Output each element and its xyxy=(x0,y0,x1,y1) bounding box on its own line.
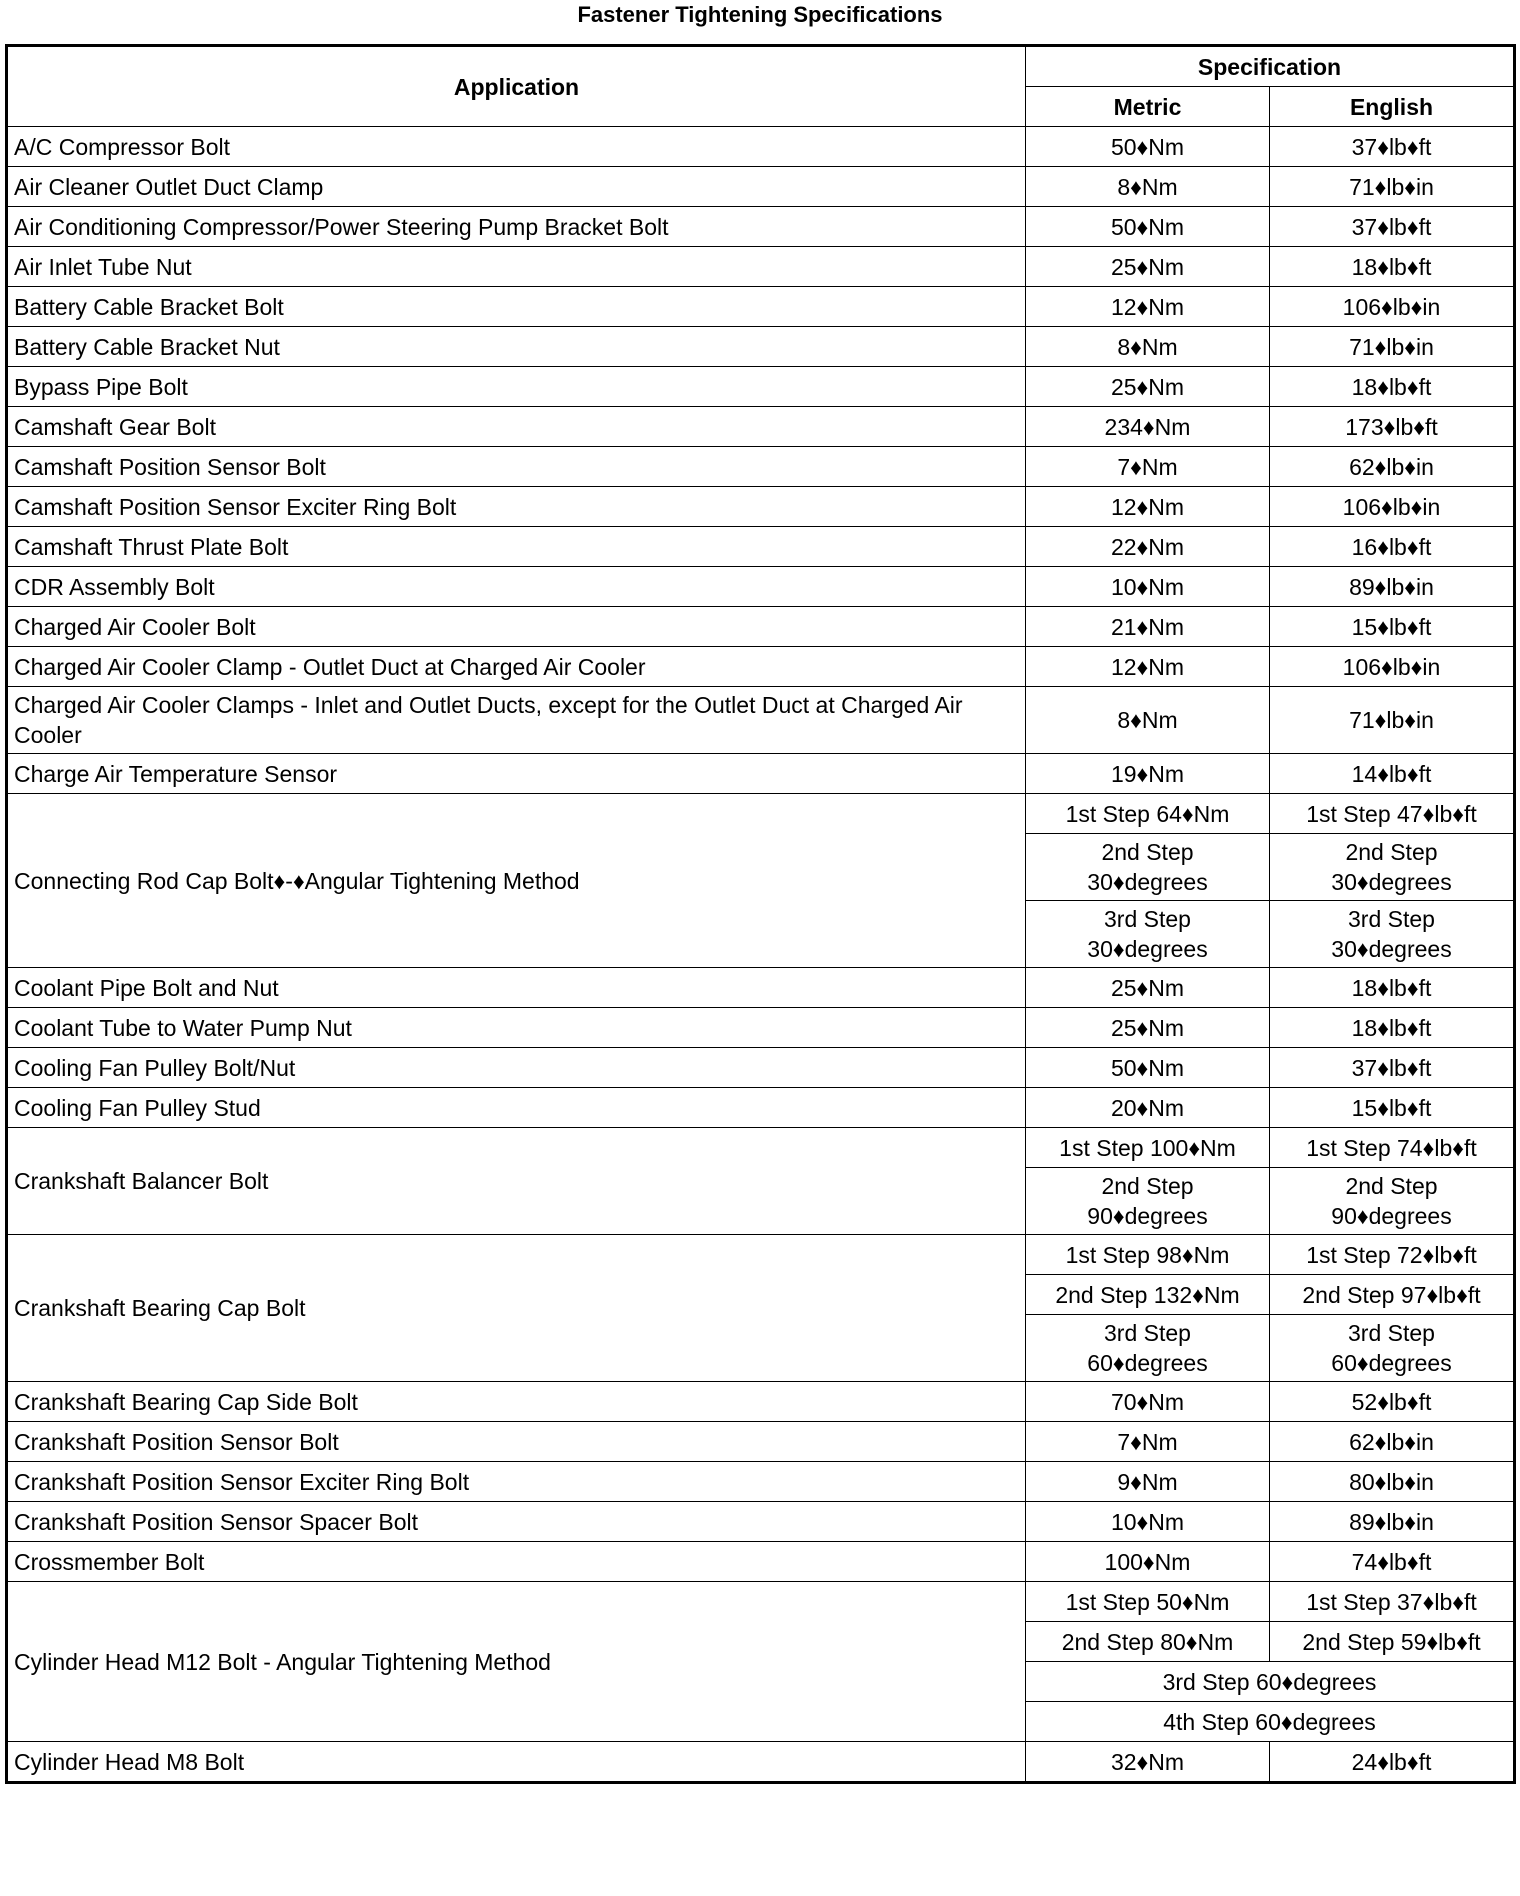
combined-spec-cell: 3rd Step 60♦degrees xyxy=(1026,1662,1515,1702)
table-row xyxy=(7,407,1515,447)
application-cell: Charged Air Cooler Clamp - Outlet Duct at Charged Air Cooler xyxy=(7,647,1026,687)
table-row xyxy=(7,687,1515,754)
english-cell xyxy=(1270,1315,1515,1382)
english-cell: 1st Step 72♦lb♦ft xyxy=(1270,1235,1515,1275)
english-cell: 18♦lb♦ft xyxy=(1270,1008,1515,1048)
english-cell: 37♦lb♦ft xyxy=(1270,207,1515,247)
step-value: 90♦degrees xyxy=(1331,1203,1452,1229)
application-cell: CDR Assembly Bolt xyxy=(7,567,1026,607)
english-cell: 173♦lb♦ft xyxy=(1270,407,1515,447)
step-label: 2nd Step xyxy=(1101,839,1194,865)
metric-cell: 25♦Nm xyxy=(1026,247,1270,287)
application-cell: Camshaft Thrust Plate Bolt xyxy=(7,527,1026,567)
table-row xyxy=(7,567,1515,607)
english-cell: 2nd Step 59♦lb♦ft xyxy=(1270,1622,1515,1662)
table-row xyxy=(7,247,1515,287)
english-cell xyxy=(1270,901,1515,968)
application-cell: Charged Air Cooler Bolt xyxy=(7,607,1026,647)
metric-cell: 1st Step 64♦Nm xyxy=(1026,794,1270,834)
english-cell: 1st Step 47♦lb♦ft xyxy=(1270,794,1515,834)
step-value: 30♦degrees xyxy=(1331,869,1452,895)
metric-cell: 25♦Nm xyxy=(1026,367,1270,407)
table-row xyxy=(7,647,1515,687)
english-cell: 18♦lb♦ft xyxy=(1270,968,1515,1008)
application-cell: Bypass Pipe Bolt xyxy=(7,367,1026,407)
metric-cell: 1st Step 98♦Nm xyxy=(1026,1235,1270,1275)
english-cell: 37♦lb♦ft xyxy=(1270,1048,1515,1088)
table-row xyxy=(7,1088,1515,1128)
metric-cell xyxy=(1026,1315,1270,1382)
table-row xyxy=(7,1008,1515,1048)
application-cell: Camshaft Position Sensor Exciter Ring Bolt xyxy=(7,487,1026,527)
metric-cell: 12♦Nm xyxy=(1026,487,1270,527)
english-cell: 52♦lb♦ft xyxy=(1270,1382,1515,1422)
application-cell: Air Conditioning Compressor/Power Steering Pump Bracket Bolt xyxy=(7,207,1026,247)
metric-cell: 25♦Nm xyxy=(1026,1008,1270,1048)
english-cell: 106♦lb♦in xyxy=(1270,647,1515,687)
step-label: 3rd Step xyxy=(1348,1320,1435,1346)
metric-cell xyxy=(1026,901,1270,968)
table-row xyxy=(7,367,1515,407)
metric-cell: 1st Step 100♦Nm xyxy=(1026,1128,1270,1168)
metric-header: Metric xyxy=(1026,87,1270,127)
english-cell: 18♦lb♦ft xyxy=(1270,247,1515,287)
metric-cell: 2nd Step 132♦Nm xyxy=(1026,1275,1270,1315)
application-cell: Coolant Tube to Water Pump Nut xyxy=(7,1008,1026,1048)
metric-cell: 50♦Nm xyxy=(1026,127,1270,167)
application-cell: Connecting Rod Cap Bolt♦-♦Angular Tightening Method xyxy=(7,794,1026,968)
table-row xyxy=(7,127,1515,167)
step-value: 90♦degrees xyxy=(1087,1203,1208,1229)
english-cell: 89♦lb♦in xyxy=(1270,1502,1515,1542)
step-value: 30♦degrees xyxy=(1087,936,1208,962)
application-cell: Crankshaft Position Sensor Spacer Bolt xyxy=(7,1502,1026,1542)
step-label: 3rd Step xyxy=(1104,906,1191,932)
step-label: 2nd Step xyxy=(1345,1173,1438,1199)
english-cell: 62♦lb♦in xyxy=(1270,1422,1515,1462)
table-row xyxy=(7,1542,1515,1582)
english-cell: 14♦lb♦ft xyxy=(1270,754,1515,794)
table-body xyxy=(7,127,1515,1783)
english-cell: 37♦lb♦ft xyxy=(1270,127,1515,167)
table-row xyxy=(7,1048,1515,1088)
english-cell: 1st Step 74♦lb♦ft xyxy=(1270,1128,1515,1168)
table-row xyxy=(7,447,1515,487)
table-row xyxy=(7,1235,1515,1275)
table-row xyxy=(7,1742,1515,1783)
step-label: 3rd Step xyxy=(1104,1320,1191,1346)
application-cell: Battery Cable Bracket Nut xyxy=(7,327,1026,367)
page-title: Fastener Tightening Specifications xyxy=(577,2,943,27)
metric-cell: 100♦Nm xyxy=(1026,1542,1270,1582)
application-cell: Charged Air Cooler Clamps - Inlet and Outlet Ducts, except for the Outlet Duct at Charged Air Cooler xyxy=(7,687,1026,754)
english-cell: 74♦lb♦ft xyxy=(1270,1542,1515,1582)
table-row xyxy=(7,1502,1515,1542)
metric-cell: 12♦Nm xyxy=(1026,647,1270,687)
application-cell: Cylinder Head M12 Bolt - Angular Tightening Method xyxy=(7,1582,1026,1742)
combined-spec-cell: 4th Step 60♦degrees xyxy=(1026,1702,1515,1742)
step-label: 2nd Step xyxy=(1345,839,1438,865)
metric-cell xyxy=(1026,834,1270,901)
english-cell xyxy=(1270,834,1515,901)
metric-cell: 10♦Nm xyxy=(1026,1502,1270,1542)
table-header xyxy=(7,46,1515,127)
table-row xyxy=(7,207,1515,247)
step-label: 3rd Step xyxy=(1348,906,1435,932)
application-cell: Air Inlet Tube Nut xyxy=(7,247,1026,287)
application-cell: Cooling Fan Pulley Stud xyxy=(7,1088,1026,1128)
metric-cell: 25♦Nm xyxy=(1026,968,1270,1008)
metric-cell: 70♦Nm xyxy=(1026,1382,1270,1422)
step-value: 30♦degrees xyxy=(1087,869,1208,895)
application-cell: Camshaft Gear Bolt xyxy=(7,407,1026,447)
english-cell: 1st Step 37♦lb♦ft xyxy=(1270,1582,1515,1622)
table-row xyxy=(7,754,1515,794)
metric-cell: 21♦Nm xyxy=(1026,607,1270,647)
metric-cell: 234♦Nm xyxy=(1026,407,1270,447)
metric-cell: 2nd Step 80♦Nm xyxy=(1026,1622,1270,1662)
application-cell: Charge Air Temperature Sensor xyxy=(7,754,1026,794)
english-cell: 106♦lb♦in xyxy=(1270,487,1515,527)
english-cell: 24♦lb♦ft xyxy=(1270,1742,1515,1783)
table-row xyxy=(7,527,1515,567)
fastener-spec-table xyxy=(5,44,1516,1784)
application-cell: A/C Compressor Bolt xyxy=(7,127,1026,167)
metric-cell: 32♦Nm xyxy=(1026,1742,1270,1783)
metric-cell: 8♦Nm xyxy=(1026,687,1270,754)
metric-cell: 12♦Nm xyxy=(1026,287,1270,327)
table-row xyxy=(7,968,1515,1008)
metric-cell: 7♦Nm xyxy=(1026,447,1270,487)
metric-cell: 50♦Nm xyxy=(1026,1048,1270,1088)
metric-cell: 9♦Nm xyxy=(1026,1462,1270,1502)
application-cell: Crankshaft Position Sensor Exciter Ring Bolt xyxy=(7,1462,1026,1502)
application-cell: Crankshaft Bearing Cap Side Bolt xyxy=(7,1382,1026,1422)
english-cell: 106♦lb♦in xyxy=(1270,287,1515,327)
step-value: 60♦degrees xyxy=(1087,1350,1208,1376)
english-cell: 89♦lb♦in xyxy=(1270,567,1515,607)
metric-cell: 8♦Nm xyxy=(1026,167,1270,207)
table-row xyxy=(7,487,1515,527)
metric-cell: 19♦Nm xyxy=(1026,754,1270,794)
english-cell: 62♦lb♦in xyxy=(1270,447,1515,487)
table-row xyxy=(7,327,1515,367)
english-cell: 71♦lb♦in xyxy=(1270,687,1515,754)
metric-cell: 7♦Nm xyxy=(1026,1422,1270,1462)
step-value: 60♦degrees xyxy=(1331,1350,1452,1376)
english-cell xyxy=(1270,1168,1515,1235)
application-cell: Camshaft Position Sensor Bolt xyxy=(7,447,1026,487)
metric-cell: 1st Step 50♦Nm xyxy=(1026,1582,1270,1622)
metric-cell: 22♦Nm xyxy=(1026,527,1270,567)
english-header: English xyxy=(1270,87,1515,127)
table-row xyxy=(7,1382,1515,1422)
table-row xyxy=(7,794,1515,834)
metric-cell xyxy=(1026,1168,1270,1235)
application-cell: Cooling Fan Pulley Bolt/Nut xyxy=(7,1048,1026,1088)
english-cell: 71♦lb♦in xyxy=(1270,167,1515,207)
application-header: Application xyxy=(7,46,1026,127)
metric-cell: 10♦Nm xyxy=(1026,567,1270,607)
application-cell: Crankshaft Bearing Cap Bolt xyxy=(7,1235,1026,1382)
application-cell: Coolant Pipe Bolt and Nut xyxy=(7,968,1026,1008)
table-row xyxy=(7,1582,1515,1622)
table-row xyxy=(7,607,1515,647)
english-cell: 15♦lb♦ft xyxy=(1270,607,1515,647)
english-cell: 71♦lb♦in xyxy=(1270,327,1515,367)
english-cell: 18♦lb♦ft xyxy=(1270,367,1515,407)
step-value: 30♦degrees xyxy=(1331,936,1452,962)
english-cell: 15♦lb♦ft xyxy=(1270,1088,1515,1128)
table-row xyxy=(7,1422,1515,1462)
application-cell: Crossmember Bolt xyxy=(7,1542,1026,1582)
table-row xyxy=(7,1128,1515,1168)
application-cell: Air Cleaner Outlet Duct Clamp xyxy=(7,167,1026,207)
english-cell: 2nd Step 97♦lb♦ft xyxy=(1270,1275,1515,1315)
table-row xyxy=(7,287,1515,327)
table-row xyxy=(7,1462,1515,1502)
table-row xyxy=(7,167,1515,207)
english-cell: 16♦lb♦ft xyxy=(1270,527,1515,567)
application-cell: Crankshaft Balancer Bolt xyxy=(7,1128,1026,1235)
application-cell: Battery Cable Bracket Bolt xyxy=(7,287,1026,327)
metric-cell: 50♦Nm xyxy=(1026,207,1270,247)
application-cell: Cylinder Head M8 Bolt xyxy=(7,1742,1026,1783)
step-label: 2nd Step xyxy=(1101,1173,1194,1199)
english-cell: 80♦lb♦in xyxy=(1270,1462,1515,1502)
metric-cell: 20♦Nm xyxy=(1026,1088,1270,1128)
specification-header: Specification xyxy=(1026,46,1515,87)
metric-cell: 8♦Nm xyxy=(1026,327,1270,367)
application-cell: Crankshaft Position Sensor Bolt xyxy=(7,1422,1026,1462)
